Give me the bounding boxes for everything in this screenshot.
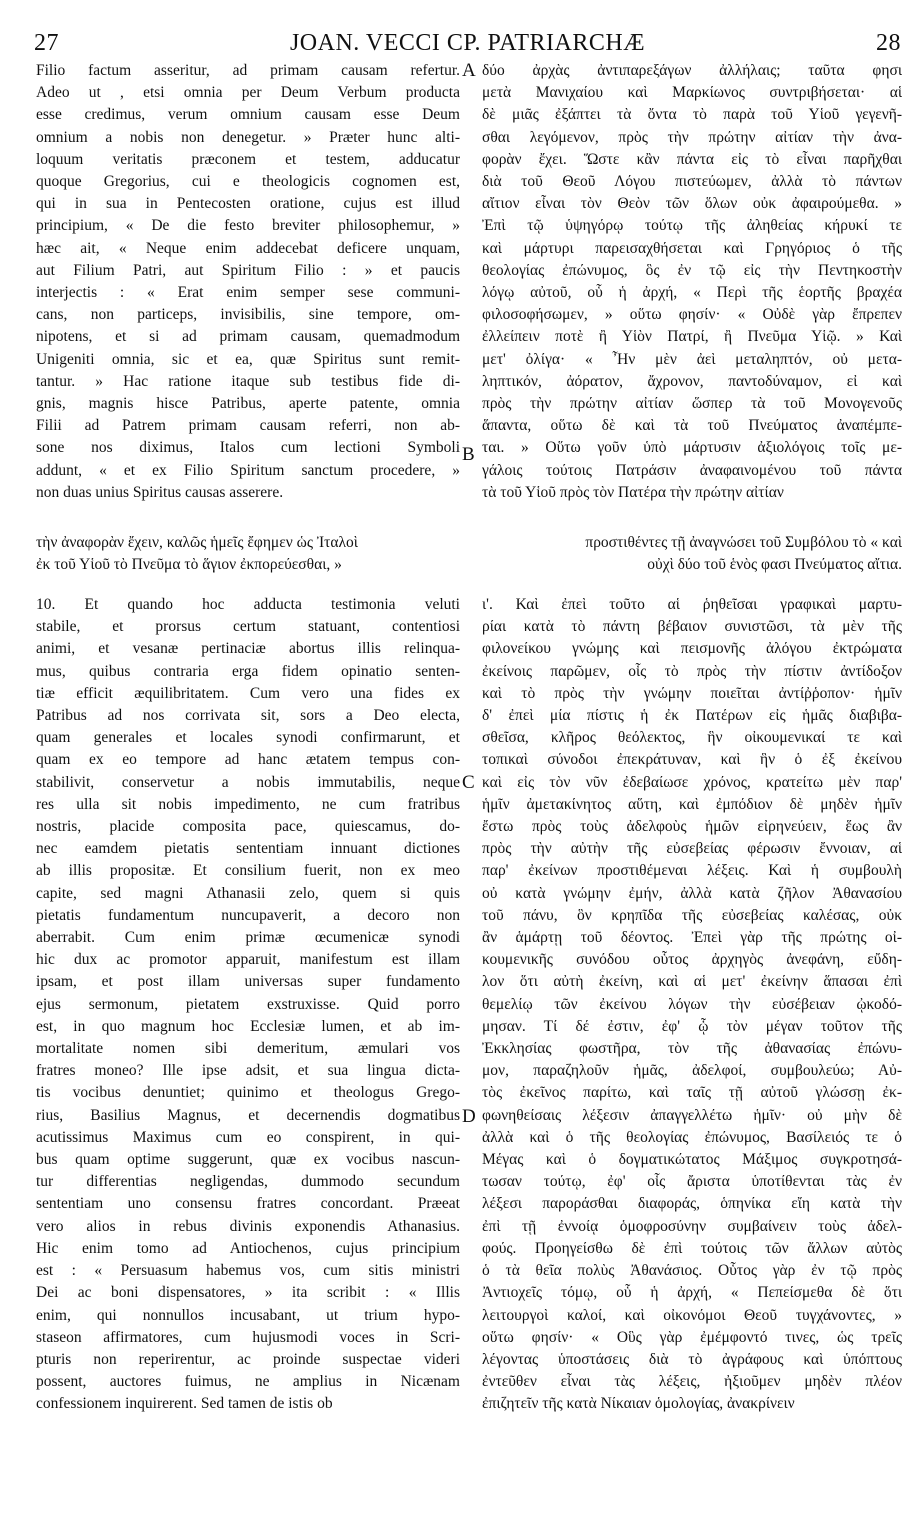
text-line: σθεῖσα, κλῆρος θεόλεκτος, ἣν οἰκουμενικαί τε καὶ [482,729,902,747]
text-line: cans, non particeps, invisibilis, sine tempore, om- [36,306,460,324]
text-line: ἐλλείπειν ποτὲ ἢ Υἱὸν Πατρί, ἢ Πνεῦμα Υἱῷ. » Καὶ [482,328,902,346]
text-line: φιλοσοφήσωμεν, » οὕτω φησίν· « Οὐδὲ γὰρ ἔπρεπεν [482,306,902,324]
text-line: Ἐκκλησίας φωστῆρα, τὸν τῆς ἀθανασίας ἐπώνυ- [482,1040,902,1058]
spanning-line-left: ἐκ τοῦ Υἱοῦ τὸ Πνεῦμα τὸ ἅγιον ἐκπορεύεσθαι, » [36,556,342,574]
text-line: τὰ τοῦ Υἱοῦ πρὸς τὸν Πατέρα τὴν πρώτην αἰτίαν [482,483,784,501]
text-line: hæc ait, « Neque enim addecebat deficere unquam, [36,239,460,257]
text-line: Adeo ut , etsi omnia per Deum Verbum producta [36,84,460,102]
text-line: animi, et vesanæ pertinaciæ abortus illis relinqua- [36,640,460,658]
text-line: λον ὅτι αὐτὴ ἐκείνη, καὶ αἱ μετ' ἐκείνην ἅπασαι ἐπὶ [482,973,902,991]
text-line: Unigeniti omnia, sic et ea, quæ Spiritus sunt remit- [36,350,460,368]
text-line: interjectis : « Erat enim semper sese communi- [36,284,460,302]
text-line: σθαι λεγόμενον, πρὸς τὴν πρώτην αἰτίαν τὴν ἀνα- [482,128,902,146]
text-line: pietatis fundamentum nuncupaverit, a decoro non [36,906,460,924]
text-line: λέξεσι παροράσθαι διαφοράς, ὁπηνίκα εἴη κατὰ τὴν [482,1195,902,1213]
text-line: confessionem inquirerent. Sed tamen de istis ob [36,1395,333,1413]
text-line: qui in sua in Pentecosten oratione, cujus est illud [36,195,460,213]
text-line: φούς. Προηγείσθω δὲ ἐπὶ τούτοις τῶν ἄλλων αὐτὸς [482,1239,902,1257]
text-line: loquum veritatis præconem et testem, adducatur [36,150,460,168]
text-line: staseon affirmatores, cum hujusmodi voces in Scri- [36,1328,460,1346]
text-line: nostris, placide composita pace, quiescamus, do- [36,818,460,836]
text-line: est, in quo magnum hoc Ecclesiæ lumen, et ab im- [36,1017,460,1035]
text-line: bus quam optime suggerunt, quæ ex vocibus nascun- [36,1151,460,1169]
text-line: quam generales et locales synodi confirmarunt, et [36,729,460,747]
text-line: φωνηθείσαις λέξεσιν ἀπαγγελλέτω ἡμῖν· οὐ μὴν δὲ [482,1106,902,1124]
text-line: vero alios in rebus divinis exponendis Athanasius. [36,1217,460,1235]
text-line: δύο ἀρχὰς ἀντιπαρεξάγων ἀλλήλαις; ταῦτα φησι [482,62,902,79]
text-line: τωσαν τούτῳ, ἐφ' οἷς ἄριστα ὑποτίθενται τὰς ἐν [482,1173,902,1191]
page-number-left: 27 [34,30,59,56]
text-line: tiæ efficit æquilibritatem. Cum vero una fides ex [36,684,460,702]
text-line: ἀλλὰ καὶ ὁ τῆς θεολογίας ἐπώνυμος, Βασίλειός τε ὁ [482,1128,902,1146]
text-line: φορὰν ἔχει. Ὥστε κἂν πάντα εἰς τὸ εἶναι παρῆχθαι [482,150,902,168]
text-line: ι'. Καὶ ἐπεὶ τοῦτο αἱ ῥηθεῖσαι γραφικαὶ μαρτυ- [482,596,902,613]
text-line: pturis non reperirentur, ac proinde suspectae videri [36,1350,460,1368]
text-line: λόγῳ αὐτοῦ, οὗ ἡ ἀρχή, « Περὶ τῆς ἑορτῆς βραχέα [482,284,902,302]
text-line: τοῦ πάνυ, ὃν κρηπῖδα τῆς εὐσεβείας καλέσας, οὐκ [482,906,902,924]
latin-column-bottom [36,594,460,1416]
text-line: Μέγας καὶ ὁ δογματικώτατος Μάξιμος συγκροτησά- [482,1151,902,1169]
text-line: ἐπὶ τῇ ἐννοίᾳ ὁμοφροσύνην συμβαίνειν τοὺς ἀδελ- [482,1217,902,1235]
text-line: μετὰ Μανιχαίου καὶ Μαρκίωνος συντριβήσεται· αἱ [482,84,902,102]
margin-letter-a: A [462,60,476,81]
text-line: enim, qui nonnullos incusabant, ut trium hypo- [36,1306,460,1324]
text-line: aberrabit. Cum enim primæ œcumenicæ synodi [36,929,460,947]
text-line: πρὸς τὴν αὐτὴν τῆς εὐσεβείας φέρωσιν ἔννοιαν, αἱ [482,840,902,858]
margin-letter-c: C [462,772,475,793]
text-line: κουμενικῆς συνόδου οὗτος ἀρχηγὸς ἀνεφάνη, εὔδη- [482,951,902,969]
text-line: esse credimus, verum omnium causam esse Deum [36,106,460,124]
text-line: possent, auctores fuimus, ne amplius in Nicænam [36,1373,460,1391]
text-line: ὁ τὰ θεῖα πολὺς Ἀθανάσιος. Οὗτος γὰρ ἐν τῷ πρὸς [482,1262,902,1280]
text-line: capite, sed magni Athanasii zelo, quem si quis [36,884,460,902]
text-line: quam ex eo tempore ad hanc ætatem tempus con- [36,751,460,769]
text-line: οὐ κατὰ γνώμην ἐμήν, ἀλλὰ κατὰ ζῆλον Ἀθανασίου [482,884,902,902]
text-line: mus, quibus contraria erga fidem opinatio senten- [36,662,460,680]
text-line: ἂν ἁμάρτῃ τοῦ δέοντος. Ἐπεὶ γὰρ τῆς πρώτης οἰ- [482,929,902,947]
text-line: ἔστω πρὸς τοὺς ἀδελφοὺς ἡμῶν εἰρηνεύειν, ἕως ἂν [482,818,902,836]
text-line: ληπτικόν, ἀόρατον, ἄχρονον, παντοδύναμον, εἰ καὶ [482,372,902,390]
text-line: καὶ τὸ πρὸς τὴν γνώμην ποιεῖται ἀντίῤῥοπον· ἡμῖν [482,684,902,702]
text-line: tur differentias negligendas, dummodo secundum [36,1173,460,1191]
text-line: λειτουργοὶ καλοί, καὶ οἰκονόμοι Θεοῦ τυγχάνοντες, » [482,1306,902,1324]
greek-spanning-lines [36,532,902,576]
text-line: stabilivit, conservetur a nobis immutabilis, neque [36,773,460,791]
text-line: Filii ad Patrem primam causam referri, non ab- [36,417,460,435]
text-line: est : « Persuasum habemus vos, cum sitis ministri [36,1262,460,1280]
text-line: ἐπιζητεῖν τῆς κατὰ Νίκαιαν ὁμολογίας, ἀνακρίνειν [482,1395,795,1413]
text-line: θεολογίας ἐπώνυμος, ὃς ἐν τῷ εἰς τὴν Πεντηκοστὴν [482,261,902,279]
text-line: nipotens, et si ad primam causam, quemadmodum [36,328,460,346]
text-line: τοπικαὶ σύνοδοι ἐπεκράτυναν, καὶ ἣν ὁ ἐξ ἐκείνου [482,751,902,769]
text-line: παρ' ἐκείνων προστιθέμεναι λέξεις. Καὶ ἡ συμβουλὴ [482,862,902,880]
text-line: stabile, et prorsus certum statuant, contentiosi [36,618,460,636]
spanning-line [36,554,902,576]
spanning-line-right: προστιθέντες τῇ ἀναγνώσει τοῦ Συμβόλου τὸ « καὶ [585,534,902,551]
text-line: acutissimus Maximus cum eo conspirent, in qui- [36,1128,460,1146]
text-line: nec eamdem pietatis sententiam innuant dictiones [36,840,460,858]
text-line: gnis, magnis hisce Patribus, aperte patente, omnia [36,395,460,413]
text-line: 10. Et quando hoc adducta testimonia veluti [36,596,460,613]
greek-column-bottom [482,594,902,1416]
text-line: non duas unius Spiritus causas asserere. [36,483,284,501]
text-line: ipsam, et post illam universas super fundamento [36,973,460,991]
text-line: μετ' ὀλίγα· « Ἦν μὲν ἀεὶ μεταληπτόν, οὐ μετα- [482,350,902,368]
text-line: ται. » Οὕτω γοῦν ὑπὸ μάρτυσιν ἀξιολόγοις τοῖς με- [482,439,902,457]
text-line: πρὸς τὴν πρώτην αἰτίαν ὥσπερ τὰ τοῦ Μονογενοῦς [482,395,902,413]
text-line: ab illis propositæ. Et consilium fuerit, non ex meo [36,862,460,880]
text-line: αἴτιον εἶναι τὸν Θεὸν τῶν ὅλων οὐκ ἀφαιρούμεθα. » [482,195,902,213]
text-line: μον, παραζηλοῦν ἡμᾶς, ἀδελφοί, συμβουλεύω; Αὐ- [482,1062,902,1080]
latin-column-top [36,60,460,504]
text-line: γάλοις τούτοις Πατράσιν ἀναφαινομένου τοῦ πάντα [482,461,902,479]
text-line: ἐντεῦθεν εἶναι τὰς λέξεις, ἠξιοῦμεν μηδὲν πλέον [482,1373,902,1391]
text-line: Hic enim tomo ad Antiochenos, cujus principium [36,1239,460,1257]
text-line: fratres moneo? Ille ipse adsit, et sua lingua dicta- [36,1062,460,1080]
text-line: omnium a nobis non denegetur. » Præter hunc alti- [36,128,460,146]
margin-letter-b: B [462,444,475,465]
text-line: δ' ἐπεὶ μία πίστις ἡ ἐκ Πατέρων εἰς ἡμᾶς διαβιβα- [482,707,902,725]
text-line: principium, « De die festo breviter philosophemur, » [36,217,460,235]
text-line: ἡμῖν ἀμετακίνητος αὕτη, καὶ ἐμπόδιον δὲ μηδὲν ἡμῖν [482,795,902,813]
text-line: tantur. » Hac ratione itaque sub testibus fide di- [36,372,460,390]
running-title: JOAN. VECCI CP. PATRIARCHÆ [289,30,646,56]
text-line: res ulla sit nobis impedimento, ne cum fratribus [36,795,460,813]
spanning-line [36,532,902,554]
text-line: τὸς ἐκεῖνος παρίτω, καὶ ταῖς τῇ αὐτοῦ γλώσσῃ ἐκ- [482,1084,902,1102]
text-line: addunt, « et ex Filio Spiritum sanctum procedere, » [36,461,460,479]
text-line: sone nos diximus, Italos cum lectioni Symboli [36,439,460,457]
text-line: ἐκείνοις παρῶμεν, οἷς τὸ πρὸς τὴν πίστιν ἀντίδοξον [482,662,902,680]
text-line: Dei ac boni dispensatores, » ita scribit : « Illis [36,1284,460,1302]
text-line: δὲ μιᾶς ἐξάπτει τὰ ὄντα τὸ παρὰ τοῦ Υἱοῦ γεγενῆ- [482,106,902,124]
text-line: μησαν. Τί δέ ἐστιν, ἐφ' ᾧ τὸν μέγαν τοῦτον τῆς [482,1017,902,1035]
text-line: Patribus ad nos corrivata sit, sors a Deo electa, [36,707,460,725]
spanning-line-left: τὴν ἀναφορὰν ἔχειν, καλῶς ἡμεῖς ἔφημεν ὡς Ἰταλοὶ [36,534,358,551]
spanning-line-right: οὐχὶ δύο τοῦ ἑνὸς φασι Πνεύματος αἴτια. [647,556,902,574]
text-line: ἅπαντα, οὕτω δὲ καὶ τὰ τοῦ Πνεύματος ἀναπέμπε- [482,417,902,435]
text-line: quoque Gregorius, cui e theologicis cognomen est, [36,173,460,191]
text-line: ejus sermonum, pietatem exstruxisse. Quid porro [36,995,460,1013]
text-line: θεμελίῳ τῶν ἐκείνου λόγων τὴν εὐσέβειαν ᾠκοδό- [482,995,902,1013]
text-line: καὶ εἰς τὸν νῦν ἐδεβαίωσε χρόνος, κρατείτω μὲν παρ' [482,773,902,791]
text-line: καὶ μάρτυρι παρεισαχθήσεται καὶ Γρηγόριος ὁ τῆς [482,239,902,257]
text-line: aut Filium Patri, aut Spiritum Filio : » et paucis [36,261,460,279]
running-header [34,30,901,60]
text-line: οὕτω φησίν· « Οὓς γὰρ ἐμέμφοντό τινες, ὡς τρεῖς [482,1328,902,1346]
text-line: hic dux ac promotor apparuit, manifestum est illam [36,951,460,969]
text-line: Ἐπὶ τῷ ὑψηγόρῳ τούτῳ τῆς ἀληθείας κήρυκί τε [482,217,902,235]
margin-letter-d: D [462,1106,476,1127]
text-line: Filio factum asseritur, ad primam causam refertur. [36,62,460,79]
text-line: tis vocibus denuntiet; quinimo et theologus Grego- [36,1084,460,1102]
text-line: sententiam uno consensu fratres concordant. Præeat [36,1195,460,1213]
text-line: mortalitate nomen sibi demeritum, æmulari vos [36,1040,460,1058]
text-line: διὰ τοῦ Θεοῦ Λόγου πιστεύωμεν, ἀλλὰ τὸ πάντων [482,173,902,191]
text-line: ρίαι κατὰ τὸ πάντη βέβαιον συνιστῶσι, τὰ μὲν τῆς [482,618,902,636]
text-line: rius, Basilius Magnus, et decernendis dogmatibus [36,1106,460,1124]
text-line: Ἀντιοχεῖς τόμῳ, οὗ ἡ ἀρχή, « Πεπείσμεθα δὲ ὅτι [482,1284,902,1302]
text-line: φιλονείκου γνώμης καὶ πεισμονῆς ἀλόγου ἐκτρώματα [482,640,902,658]
page-number-right: 28 [876,30,901,56]
text-line: λέγοντας ὑποστάσεις διὰ τὸ ἀγράφους καὶ ὑπόπτους [482,1350,902,1368]
greek-column-top [482,60,902,504]
